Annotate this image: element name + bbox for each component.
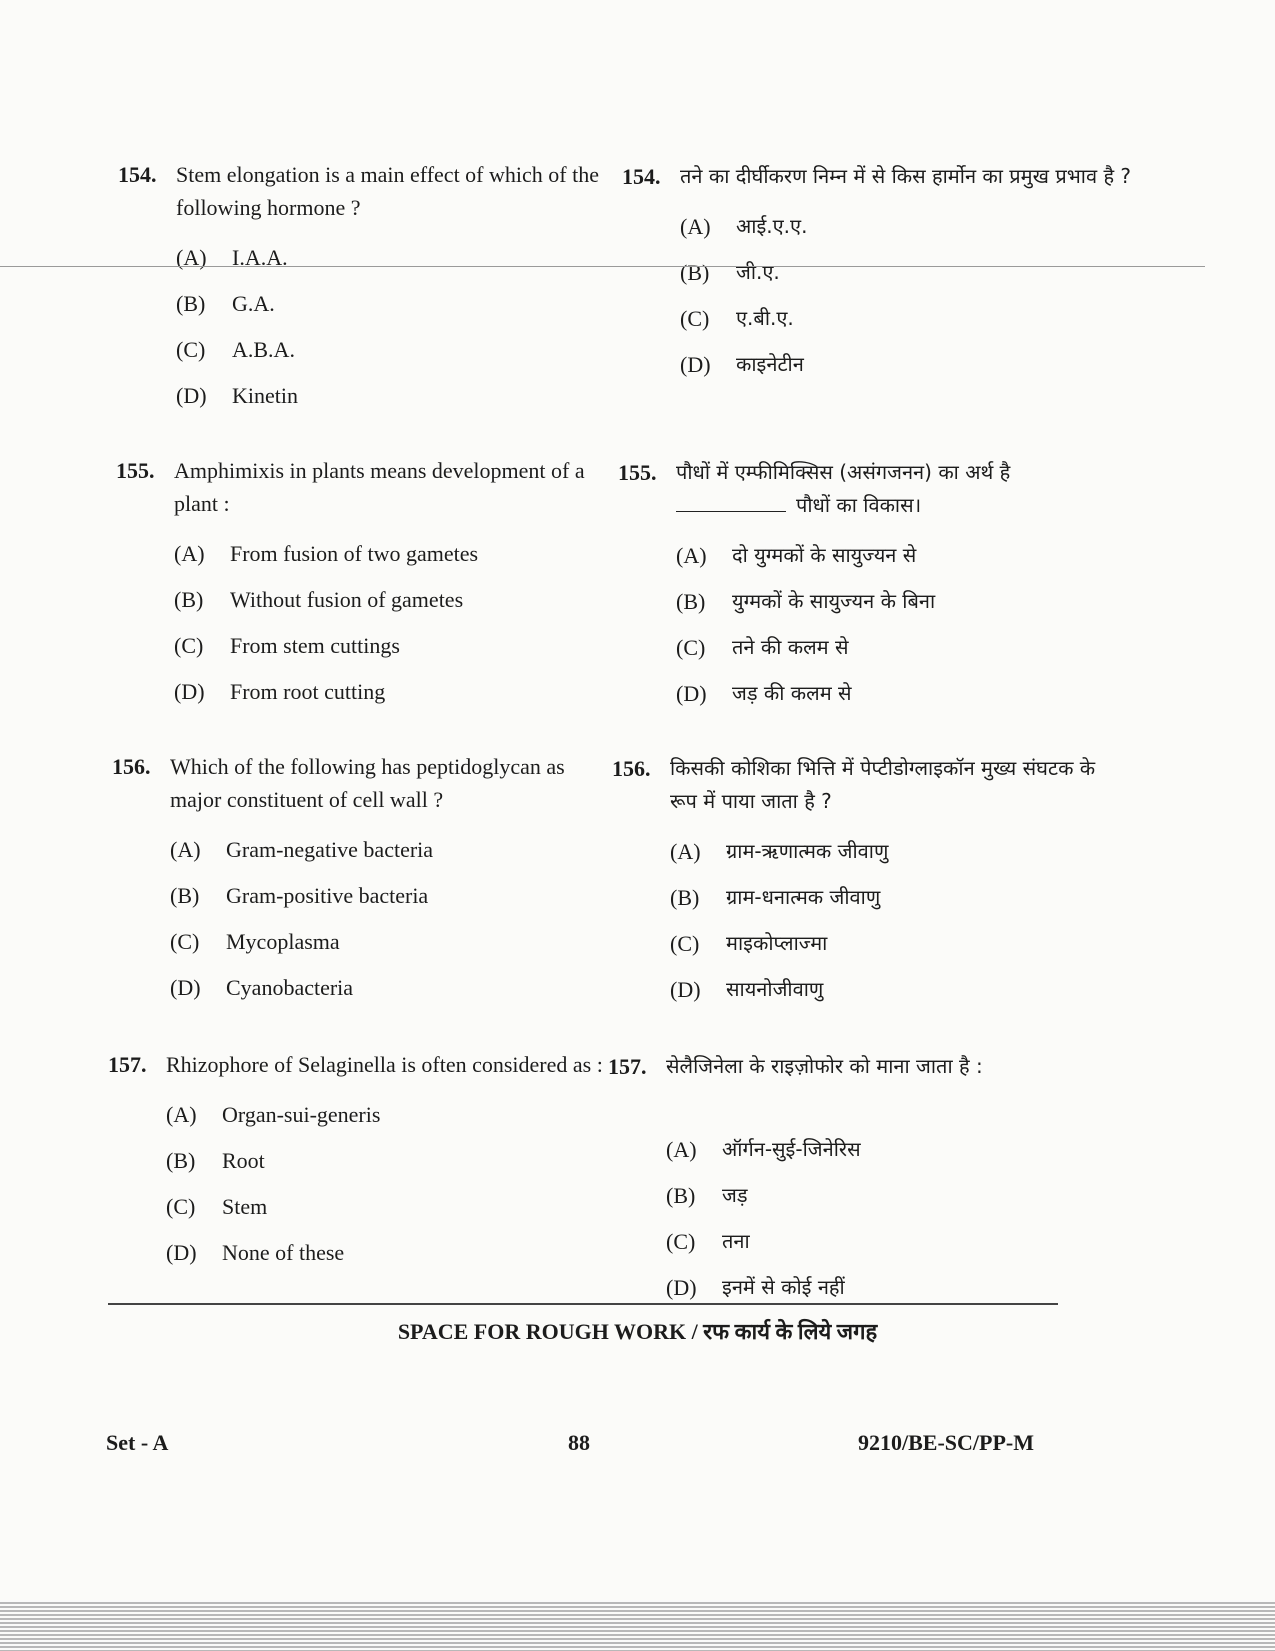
option-text: जड़	[722, 1182, 748, 1207]
option-text: ग्राम-ऋणात्मक जीवाणु	[726, 838, 889, 863]
fill-in-blank	[676, 491, 786, 512]
option-label: (D)	[174, 678, 205, 704]
question-text: Which of the following has peptidoglycan as major constituent of cell wall ?	[170, 754, 565, 812]
option-label: (C)	[174, 632, 204, 658]
option-b	[670, 874, 1122, 920]
option-label: (A)	[166, 1101, 197, 1127]
option-text: I.A.A.	[232, 244, 288, 270]
question-number: 157.	[108, 1052, 147, 1077]
question-157-hi	[608, 1050, 1118, 1310]
question-text: Amphimixis in plants means development of a plant :	[174, 458, 585, 516]
option-label: (B)	[676, 588, 706, 614]
option-text: G.A.	[232, 290, 275, 316]
option-a	[176, 234, 618, 280]
question-text: Stem elongation is a main effect of which of the following hormone ?	[176, 162, 599, 220]
option-label: (B)	[166, 1147, 196, 1173]
question-text: सेलैजिनेला के राइज़ोफोर को माना जाता है :	[666, 1054, 983, 1078]
option-text: From stem cuttings	[230, 632, 400, 658]
option-text: काइनेटीन	[736, 351, 804, 376]
option-text: जी.ए.	[736, 259, 780, 284]
option-a	[174, 530, 616, 576]
question-number: 155.	[116, 458, 155, 483]
option-label: (A)	[670, 838, 701, 864]
option-label: (B)	[176, 290, 206, 316]
option-text: Kinetin	[232, 382, 298, 408]
option-text: तना	[722, 1228, 750, 1253]
scan-fold-line	[0, 266, 1205, 267]
footer-paper-code: 9210/BE-SC/PP-M	[858, 1430, 1034, 1455]
option-a	[670, 828, 1122, 874]
option-label: (D)	[176, 382, 207, 408]
option-label: (C)	[170, 928, 200, 954]
option-label: (C)	[670, 930, 700, 956]
option-label: (B)	[670, 884, 700, 910]
option-d	[174, 668, 616, 714]
option-text: सायनोजीवाणु	[726, 976, 824, 1001]
option-d	[676, 670, 1128, 716]
option-text: माइकोप्लाज्मा	[726, 930, 828, 955]
option-text: Stem	[222, 1193, 268, 1219]
question-text: किसकी कोशिका भित्ति में पेप्टीडोग्लाइकॉन मुख्य संघटक के रूप में पाया जाता है ?	[670, 756, 1096, 813]
option-label: (C)	[680, 305, 710, 331]
option-a	[170, 826, 612, 872]
option-label: (C)	[176, 336, 206, 362]
option-c	[170, 918, 612, 964]
question-text-continued: पौधों का विकास।	[796, 493, 922, 517]
option-label: (C)	[676, 634, 706, 660]
question-number: 156.	[612, 756, 651, 781]
option-d	[670, 966, 1122, 1012]
option-text: ए.बी.ए.	[736, 305, 794, 330]
option-label: (B)	[680, 259, 710, 285]
question-text: पौधों में एम्फीमिक्सिस (असंगजनन) का अर्थ है	[676, 460, 1011, 484]
scan-edge-band	[0, 1600, 1275, 1651]
option-text: From fusion of two gametes	[230, 540, 479, 566]
option-b	[170, 872, 612, 918]
option-c	[176, 326, 618, 372]
option-label: (B)	[174, 586, 204, 612]
question-156-hi	[612, 752, 1122, 1012]
option-text: From root cutting	[230, 678, 386, 704]
question-154-en	[118, 158, 618, 418]
option-c	[680, 295, 1132, 341]
option-b	[176, 280, 618, 326]
option-a	[666, 1126, 1118, 1172]
option-a	[680, 203, 1132, 249]
option-text: ग्राम-धनात्मक जीवाणु	[726, 884, 881, 909]
option-text: Gram-positive bacteria	[226, 882, 429, 908]
option-label: (A)	[676, 542, 707, 568]
option-d	[680, 341, 1132, 387]
option-text: Root	[222, 1147, 265, 1173]
question-155-en	[116, 454, 616, 714]
option-d	[166, 1229, 608, 1275]
rough-work-divider	[108, 1303, 1058, 1305]
option-b	[680, 249, 1132, 295]
option-c	[174, 622, 616, 668]
question-156-en	[112, 750, 612, 1010]
option-label: (A)	[666, 1136, 697, 1162]
option-label: (B)	[170, 882, 200, 908]
option-b	[666, 1172, 1118, 1218]
option-c	[666, 1218, 1118, 1264]
option-text: तने की कलम से	[732, 634, 849, 659]
option-label: (D)	[166, 1239, 197, 1265]
option-text: आई.ए.ए.	[736, 213, 808, 238]
option-label: (A)	[176, 244, 207, 270]
option-label: (D)	[676, 680, 707, 706]
option-label: (A)	[680, 213, 711, 239]
option-label: (A)	[170, 836, 201, 862]
option-c	[166, 1183, 608, 1229]
option-c	[676, 624, 1128, 670]
option-a	[166, 1091, 608, 1137]
option-label: (D)	[680, 351, 711, 377]
question-number: 156.	[112, 754, 151, 779]
question-text: Rhizophore of Selaginella is often considered as :	[166, 1052, 603, 1077]
option-label: (C)	[166, 1193, 196, 1219]
option-c	[670, 920, 1122, 966]
option-label: (D)	[666, 1274, 697, 1300]
option-text: None of these	[222, 1239, 345, 1265]
option-label: (D)	[170, 974, 201, 1000]
option-text: Cyanobacteria	[226, 974, 354, 1000]
footer-set: Set - A	[106, 1430, 169, 1455]
option-b	[174, 576, 616, 622]
option-text: ऑर्गन-सुई-जिनेरिस	[722, 1136, 861, 1161]
option-d	[170, 964, 612, 1010]
option-text: युग्मकों के सायुज्यन के बिना	[732, 588, 936, 613]
option-label: (C)	[666, 1228, 696, 1254]
question-157-en	[108, 1048, 608, 1275]
option-text: दो युग्मकों के सायुज्यन से	[732, 542, 917, 567]
question-155-hi	[618, 456, 1128, 716]
option-b	[676, 578, 1128, 624]
option-label: (D)	[670, 976, 701, 1002]
option-text: Gram-negative bacteria	[226, 836, 434, 862]
option-text: Organ-sui-generis	[222, 1101, 381, 1127]
option-text: A.B.A.	[232, 336, 295, 362]
option-d	[176, 372, 618, 418]
option-text: जड़ की कलम से	[732, 680, 852, 705]
question-number: 157.	[608, 1054, 647, 1079]
option-text: Mycoplasma	[226, 928, 340, 954]
question-number: 154.	[118, 162, 157, 187]
option-b	[166, 1137, 608, 1183]
option-label: (A)	[174, 540, 205, 566]
question-154-hi	[622, 160, 1132, 387]
option-label: (B)	[666, 1182, 696, 1208]
question-number: 154.	[622, 164, 661, 189]
footer-page-number: 88	[568, 1430, 590, 1455]
rough-work-heading: SPACE FOR ROUGH WORK / रफ कार्य के लिये जगह	[397, 1319, 878, 1344]
option-text: Without fusion of gametes	[230, 586, 464, 612]
question-number: 155.	[618, 460, 657, 485]
option-text: इनमें से कोई नहीं	[722, 1274, 845, 1299]
option-a	[676, 532, 1128, 578]
question-text: तने का दीर्घीकरण निम्न में से किस हार्मोन का प्रमुख प्रभाव है ?	[680, 164, 1132, 188]
